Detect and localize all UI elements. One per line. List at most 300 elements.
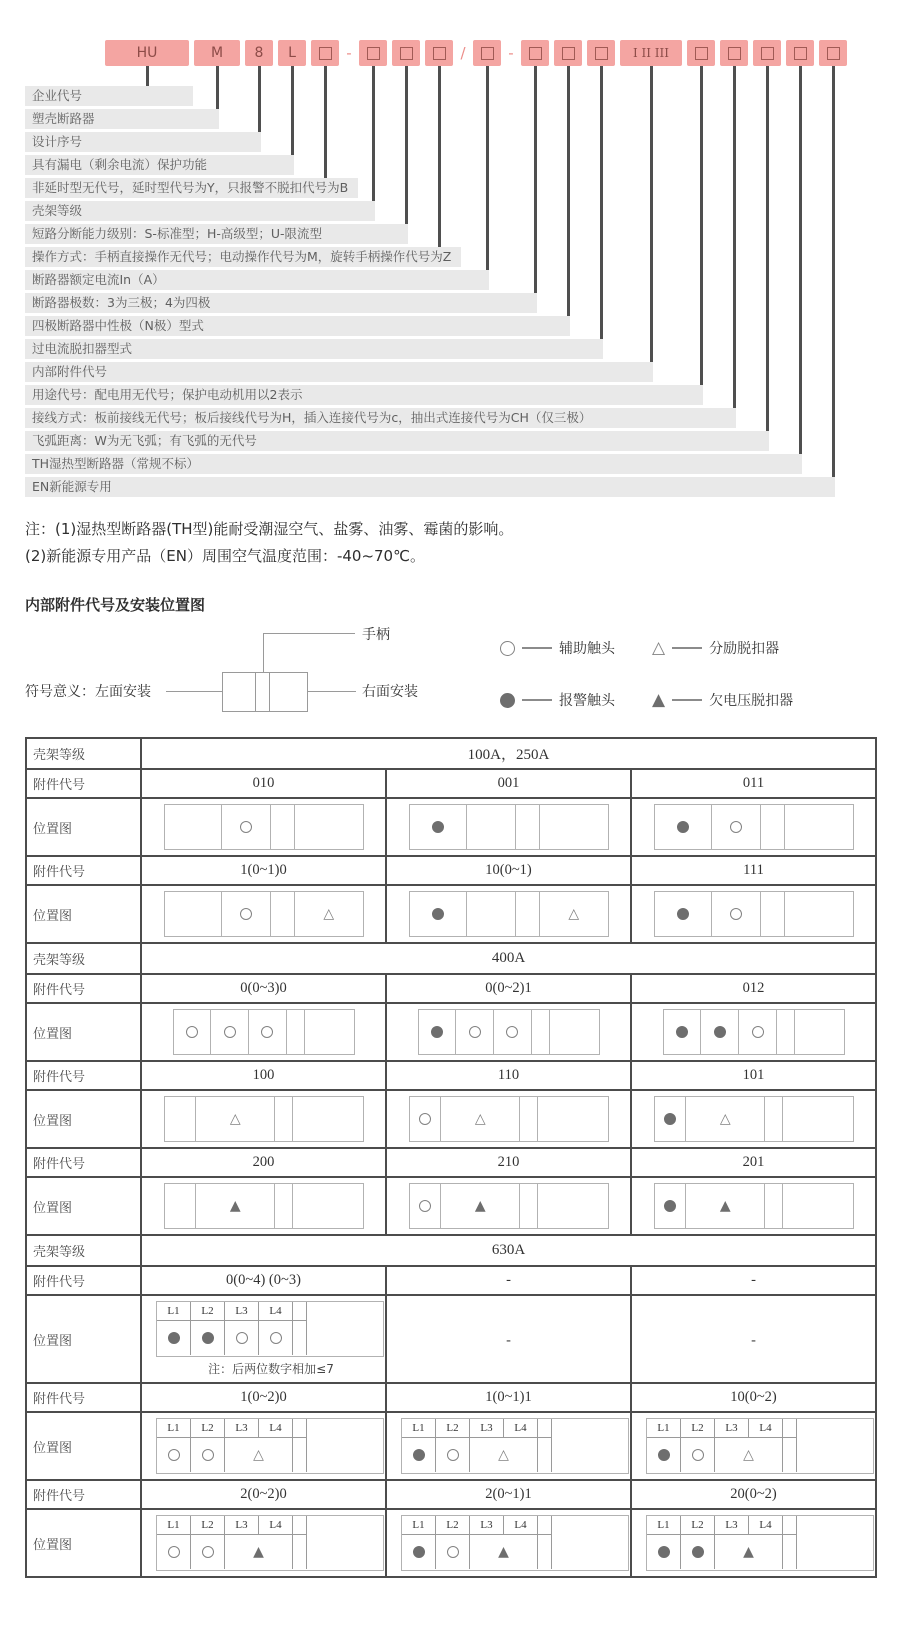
position-diagram-cell: [631, 1509, 876, 1577]
connector-line: [438, 66, 441, 247]
model-code-box: [473, 40, 501, 66]
legend-label: 辅助触头: [559, 641, 615, 657]
pole-label: L2: [191, 1516, 225, 1535]
pole-label: L2: [681, 1516, 715, 1535]
diagram-slot: [470, 1438, 538, 1472]
model-code-box: 8: [245, 40, 273, 66]
breaker-outline-diagram: [222, 672, 308, 712]
alarm-contact-icon: [168, 1332, 180, 1344]
position-diagram-row: [26, 1412, 876, 1480]
position-diagram-cell: [631, 885, 876, 943]
accessory-code-value: 010: [141, 769, 386, 798]
diagram-slot: [271, 805, 295, 849]
position-diagram-cell: [386, 1412, 631, 1480]
handle-connector-line: [263, 633, 355, 634]
code-part-label: 接线方式：板前接线无代号；板后接线代号为H，插入连接代号为c，抽出式连接代号为CH（仅三极）: [25, 408, 736, 428]
accessory-code-row: [26, 1383, 876, 1412]
accessory-position-table: [25, 737, 877, 1578]
frame-rating-value: 630A: [141, 1235, 876, 1266]
legend: [0, 618, 900, 736]
connector-line: [700, 66, 703, 385]
square-placeholder-icon: [761, 47, 774, 60]
model-code-box: [687, 40, 715, 66]
diagram-slot: [410, 1097, 442, 1141]
auxiliary-contact-icon: [447, 1449, 459, 1461]
row-header-cell: 位置图: [26, 885, 141, 943]
breaker-position-diagram: [654, 891, 854, 937]
breaker-position-diagram: [164, 891, 364, 937]
pole-label-empty: [783, 1419, 797, 1438]
accessory-code-value: 20(0~2): [631, 1480, 876, 1509]
position-diagram-cell: [141, 1177, 386, 1235]
diagram-slot: [532, 1010, 550, 1054]
position-diagram-cell: [386, 1509, 631, 1577]
accessory-code-value: 0(0~2)1: [386, 974, 631, 1003]
breaker-divider: [255, 673, 256, 711]
diagram-slot: [785, 805, 852, 849]
undervoltage-release-icon: ▲: [743, 1544, 754, 1560]
pole-label: L4: [259, 1419, 293, 1438]
row-header-cell: 壳架等级: [26, 943, 141, 974]
pole-label: L4: [749, 1419, 783, 1438]
pole-label-empty: [538, 1516, 552, 1535]
position-diagram-row: [26, 885, 876, 943]
connector-line: [216, 66, 219, 109]
breaker-position-diagram: [646, 1515, 876, 1571]
breaker-position-diagram: [663, 1009, 845, 1055]
diagram-slot: [259, 1321, 293, 1355]
pole-label: L3: [225, 1516, 259, 1535]
diagram-slot: [196, 1097, 275, 1141]
diagram-slot: [456, 1010, 494, 1054]
shunt-release-icon: △: [474, 1111, 486, 1127]
diagram-slot: [165, 1097, 197, 1141]
connector-line: [650, 66, 653, 362]
diagram-slot: [419, 1010, 457, 1054]
breaker-divider: [269, 673, 270, 711]
diagram-slot: [765, 1184, 783, 1228]
legend-line: [672, 699, 702, 701]
diagram-slot: [165, 1184, 197, 1228]
auxiliary-contact-icon: [469, 1026, 481, 1038]
position-diagram-row: [26, 1177, 876, 1235]
accessory-code-value: 1(0~2)0: [141, 1383, 386, 1412]
undervoltage-release-icon: ▲: [474, 1198, 486, 1214]
auxiliary-contact-icon: [500, 641, 515, 656]
alarm-contact-icon: [202, 1332, 214, 1344]
accessory-code-value: 1(0~1)0: [141, 856, 386, 885]
frame-rating-row: [26, 1235, 876, 1266]
diagram-slot: [761, 892, 785, 936]
diagram-slot: [410, 892, 467, 936]
diagram-slot: [516, 805, 540, 849]
accessory-code-value: 0(0~3)0: [141, 974, 386, 1003]
square-placeholder-icon: [400, 47, 413, 60]
frame-rating-value: 400A: [141, 943, 876, 974]
auxiliary-contact-icon: [168, 1449, 180, 1461]
legend-line: [522, 647, 552, 649]
note-line-2: (2)新能源专用产品（EN）周围空气温度范围：-40~70℃。: [25, 547, 425, 565]
breaker-position-diagram: [156, 1418, 386, 1474]
row-header-cell: 位置图: [26, 1177, 141, 1235]
code-part-label: 企业代号: [25, 86, 193, 106]
diagram-slot: [538, 1438, 552, 1472]
square-placeholder-icon: [827, 47, 840, 60]
legend-line: [672, 647, 702, 649]
note-line-1: 注：(1)湿热型断路器(TH型)能耐受潮湿空气、盐雾、油雾、霉菌的影响。: [25, 520, 514, 538]
diagram-slot: [305, 1010, 354, 1054]
connector-line: [600, 66, 603, 339]
diagram-slot: [436, 1438, 470, 1472]
breaker-position-diagram: [164, 804, 364, 850]
accessory-code-value: 100: [141, 1061, 386, 1090]
pole-label: L3: [715, 1516, 749, 1535]
alarm-contact-icon: [664, 1200, 676, 1212]
shunt-release-icon: △: [743, 1447, 754, 1463]
row-header-cell: 位置图: [26, 1090, 141, 1148]
auxiliary-contact-icon: [202, 1546, 214, 1558]
pole-label-empty: [293, 1419, 307, 1438]
auxiliary-contact-icon: [168, 1546, 180, 1558]
square-placeholder-icon: [433, 47, 446, 60]
undervoltage-release-icon: ▲: [652, 689, 666, 710]
diagram-slot: [715, 1438, 783, 1472]
alarm-contact-icon: [431, 1026, 443, 1038]
symbol-row: [157, 1321, 383, 1355]
model-code-box: [554, 40, 582, 66]
diagram-slot: [520, 1184, 538, 1228]
accessory-code-row: [26, 1148, 876, 1177]
connector-line: [733, 66, 736, 408]
diagram-slot: [165, 892, 222, 936]
diagram-slot: [783, 1438, 797, 1472]
undervoltage-release-icon: ▲: [229, 1198, 241, 1214]
auxiliary-contact-icon: [419, 1113, 431, 1125]
accessory-code-value: -: [386, 1266, 631, 1295]
code-part-label: 断路器极数：3为三极；4为四极: [25, 293, 537, 313]
position-diagram-cell: [141, 1295, 386, 1383]
diagram-slot: [293, 1097, 362, 1141]
auxiliary-contact-icon: [224, 1026, 236, 1038]
accessory-code-value: 110: [386, 1061, 631, 1090]
code-part-label: EN新能源专用: [25, 477, 835, 497]
position-diagram-cell: [386, 1177, 631, 1235]
legend-item: [500, 690, 615, 710]
section-title: 内部附件代号及安装位置图: [25, 596, 206, 614]
code-part-label: 操作方式：手柄直接操作无代号；电动操作代号为M，旋转手柄操作代号为Z: [25, 247, 461, 267]
connector-line: [291, 66, 294, 155]
shunt-release-icon: △: [719, 1111, 731, 1127]
row-header-cell: 附件代号: [26, 856, 141, 885]
square-placeholder-icon: [595, 47, 608, 60]
diagram-slot: [157, 1535, 191, 1569]
connector-line: [372, 66, 375, 201]
pole-label: L2: [436, 1419, 470, 1438]
diagram-slot: [783, 1535, 797, 1569]
diagram-slot: [467, 892, 517, 936]
diagram-slot: [783, 1097, 852, 1141]
model-code-separator: -: [508, 44, 514, 62]
accessory-code-value: 101: [631, 1061, 876, 1090]
position-diagram-cell: [141, 1003, 386, 1061]
pole-label: L1: [402, 1419, 436, 1438]
code-part-label: 断路器额定电流In（A）: [25, 270, 489, 290]
diagram-slot: [441, 1097, 520, 1141]
legend-label: 欠电压脱扣器: [709, 693, 794, 709]
diagram-slot: [293, 1438, 307, 1472]
diagram-slot: [550, 1010, 599, 1054]
pole-label: L4: [749, 1516, 783, 1535]
pole-header-row: [647, 1419, 873, 1438]
auxiliary-contact-icon: [240, 908, 252, 920]
auxiliary-contact-icon: [419, 1200, 431, 1212]
connector-line: [258, 66, 261, 132]
pole-header-row: [402, 1516, 628, 1535]
auxiliary-contact-icon: [730, 908, 742, 920]
diagram-slot: [712, 892, 762, 936]
row-header-cell: 位置图: [26, 1003, 141, 1061]
code-part-label: 具有漏电（剩余电流）保护功能: [25, 155, 294, 175]
pole-label: L2: [191, 1302, 225, 1321]
accessory-code-value: 012: [631, 974, 876, 1003]
code-part-label: TH湿热型断路器（常规不标）: [25, 454, 802, 474]
diagram-slot: [655, 1097, 687, 1141]
frame-rating-row: [26, 943, 876, 974]
code-part-label: 用途代号：配电用无代号；保护电动机用以2表示: [25, 385, 703, 405]
diagram-slot: [538, 1184, 607, 1228]
connector-line: [799, 66, 802, 454]
pole-label: L1: [647, 1516, 681, 1535]
model-code-separator: /: [460, 44, 466, 62]
handle-label: 手柄: [362, 627, 390, 643]
diagram-slot: [222, 892, 272, 936]
diagram-slot: [157, 1438, 191, 1472]
row-header-cell: 附件代号: [26, 769, 141, 798]
code-part-label: 短路分断能力级别：S-标准型；H-高级型；U-限流型: [25, 224, 408, 244]
legend-item: [652, 690, 793, 710]
position-diagram-cell: [631, 1412, 876, 1480]
position-diagram-cell: [631, 1177, 876, 1235]
position-diagram-cell: [141, 798, 386, 856]
position-diagram-cell: [141, 1412, 386, 1480]
diagram-slot: [538, 1535, 552, 1569]
legend-label: 报警触头: [559, 693, 615, 709]
accessory-code-value: 011: [631, 769, 876, 798]
alarm-contact-icon: [676, 1026, 688, 1038]
diagram-slot: [664, 1010, 702, 1054]
model-code-box: L: [278, 40, 306, 66]
symbol-row: [402, 1535, 628, 1569]
right-mount-label: 右面安装: [362, 684, 418, 700]
diagram-slot: [293, 1184, 362, 1228]
pole-label: L2: [681, 1419, 715, 1438]
alarm-contact-icon: [714, 1026, 726, 1038]
square-placeholder-icon: [529, 47, 542, 60]
diagram-slot: [410, 805, 467, 849]
code-part-label: 非延时型无代号，延时型代号为Y，只报警不脱扣代号为B: [25, 178, 358, 198]
alarm-contact-icon: [432, 908, 444, 920]
breaker-position-diagram: [173, 1009, 355, 1055]
undervoltage-release-icon: ▲: [719, 1198, 731, 1214]
accessory-code-value: 111: [631, 856, 876, 885]
breaker-position-diagram: [156, 1515, 386, 1571]
alarm-contact-icon: [664, 1113, 676, 1125]
pole-header-row: [157, 1516, 383, 1535]
pole-label-empty: [293, 1516, 307, 1535]
breaker-outline: [401, 1515, 629, 1571]
diagram-slot: [540, 805, 607, 849]
code-part-label: 壳架等级: [25, 201, 375, 221]
pole-label: L2: [436, 1516, 470, 1535]
row-header-cell: 附件代号: [26, 1061, 141, 1090]
breaker-position-diagram: [654, 1183, 854, 1229]
auxiliary-contact-icon: [202, 1449, 214, 1461]
breaker-outline: [156, 1301, 384, 1357]
empty-placeholder: -: [750, 1332, 757, 1349]
diagram-slot: [225, 1535, 293, 1569]
diagram-slot: [470, 1535, 538, 1569]
model-code-box: [819, 40, 847, 66]
diagram-slot: [225, 1321, 259, 1355]
square-placeholder-icon: [728, 47, 741, 60]
model-code-box: HU: [105, 40, 189, 66]
square-placeholder-icon: [319, 47, 332, 60]
accessory-code-value: 210: [386, 1148, 631, 1177]
diagram-slot: [436, 1535, 470, 1569]
model-code-row: [105, 40, 847, 66]
pole-label: L3: [225, 1302, 259, 1321]
model-code-box: I II III: [620, 40, 682, 66]
auxiliary-contact-icon: [447, 1546, 459, 1558]
model-code-box: [392, 40, 420, 66]
shunt-release-icon: △: [568, 906, 580, 922]
position-diagram-row: [26, 1295, 876, 1383]
accessory-code-value: 10(0~1): [386, 856, 631, 885]
accessory-code-value: 0(0~4) (0~3): [141, 1266, 386, 1295]
code-part-label: 设计序号: [25, 132, 261, 152]
alarm-contact-icon: [658, 1449, 670, 1461]
pole-header-row: [157, 1419, 383, 1438]
pole-label: L1: [647, 1419, 681, 1438]
auxiliary-contact-icon: [261, 1026, 273, 1038]
model-code-box: M: [194, 40, 240, 66]
breaker-position-diagram: [646, 1418, 876, 1474]
diagram-slot: [655, 805, 712, 849]
pole-label: L1: [402, 1516, 436, 1535]
pole-label: L3: [470, 1516, 504, 1535]
diagram-slot: [293, 1321, 307, 1355]
breaker-position-diagram: [409, 1096, 609, 1142]
shunt-release-icon: △: [652, 637, 666, 658]
connector-line: [486, 66, 489, 270]
position-diagram-cell: [631, 1295, 876, 1383]
accessory-code-value: 1(0~1)1: [386, 1383, 631, 1412]
square-placeholder-icon: [562, 47, 575, 60]
code-part-label: 飞弧距离：W为无飞弧；有飞弧的无代号: [25, 431, 769, 451]
breaker-position-diagram: [164, 1096, 364, 1142]
row-header-cell: 壳架等级: [26, 738, 141, 769]
model-code-box: [720, 40, 748, 66]
model-code-box: [786, 40, 814, 66]
accessory-code-value: 10(0~2): [631, 1383, 876, 1412]
handle-connector-line: [263, 633, 264, 672]
position-diagram-cell: [386, 885, 631, 943]
pole-label: L4: [259, 1302, 293, 1321]
position-diagram-cell: [141, 1509, 386, 1577]
model-code-separator: -: [346, 44, 352, 62]
diagram-slot: [295, 892, 362, 936]
accessory-code-row: [26, 974, 876, 1003]
pole-label: L3: [715, 1419, 749, 1438]
diagram-slot: [783, 1184, 852, 1228]
frame-rating-row: [26, 738, 876, 769]
position-diagram-cell: [386, 1090, 631, 1148]
alarm-contact-icon: [432, 821, 444, 833]
notes-block: [25, 516, 513, 570]
pole-label: L1: [157, 1516, 191, 1535]
legend-line: [522, 699, 552, 701]
position-diagram-row: [26, 1090, 876, 1148]
diagram-slot: [538, 1097, 607, 1141]
pole-label: L1: [157, 1419, 191, 1438]
shunt-release-icon: △: [253, 1447, 264, 1463]
empty-placeholder: -: [505, 1332, 512, 1349]
breaker-position-diagram: [409, 1183, 609, 1229]
diagram-slot: [516, 892, 540, 936]
pole-label-empty: [293, 1302, 307, 1321]
pole-header-row: [157, 1302, 383, 1321]
undervoltage-release-icon: ▲: [253, 1544, 264, 1560]
diagram-slot: [174, 1010, 212, 1054]
breaker-outline: [646, 1418, 874, 1474]
diagram-slot: [165, 805, 222, 849]
position-diagram-cell: [631, 1090, 876, 1148]
diagram-slot: [287, 1010, 305, 1054]
model-code-box: [753, 40, 781, 66]
model-code-box: [521, 40, 549, 66]
alarm-contact-icon: [500, 693, 515, 708]
square-placeholder-icon: [794, 47, 807, 60]
diagram-slot: [410, 1184, 442, 1228]
row-header-cell: 位置图: [26, 1295, 141, 1383]
accessory-code-value: 200: [141, 1148, 386, 1177]
code-part-label: 过电流脱扣器型式: [25, 339, 603, 359]
diagram-slot: [739, 1010, 777, 1054]
position-diagram-cell: [386, 798, 631, 856]
diagram-slot: [191, 1321, 225, 1355]
diagram-slot: [712, 805, 762, 849]
diagram-slot: [196, 1184, 275, 1228]
diagram-slot: [765, 1097, 783, 1141]
row-header-cell: 位置图: [26, 1509, 141, 1577]
symbol-row: [157, 1535, 383, 1569]
auxiliary-contact-icon: [506, 1026, 518, 1038]
position-diagram-cell: [141, 885, 386, 943]
auxiliary-contact-icon: [236, 1332, 248, 1344]
connector-line: [324, 66, 327, 178]
pole-label: L1: [157, 1302, 191, 1321]
symbol-row: [157, 1438, 383, 1472]
connector-line: [832, 66, 835, 477]
breaker-position-diagram: [418, 1009, 600, 1055]
diagram-slot: [686, 1097, 765, 1141]
shunt-release-icon: △: [498, 1447, 509, 1463]
row-header-cell: 附件代号: [26, 1383, 141, 1412]
right-mount-connector-line: [308, 691, 356, 692]
pole-label: L3: [225, 1419, 259, 1438]
diagram-slot: [647, 1438, 681, 1472]
position-diagram-cell: [386, 1003, 631, 1061]
